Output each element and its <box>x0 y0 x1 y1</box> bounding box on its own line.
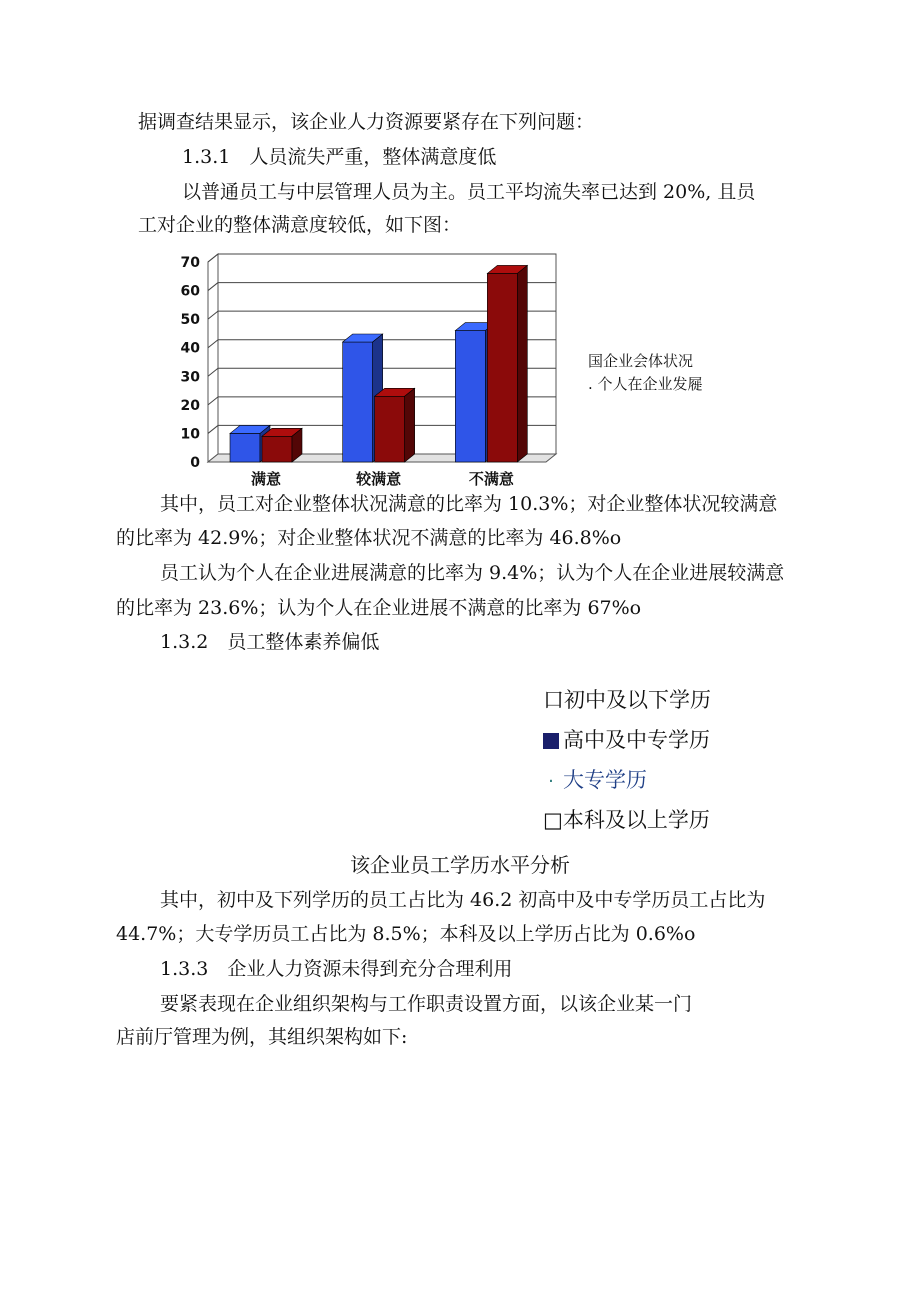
edu-legend-item-3 <box>543 766 647 794</box>
y-tick-label-20: 20 <box>180 397 200 414</box>
edu-legend-label-3: 大专学历 <box>563 768 647 792</box>
bar-side-2-1 <box>517 265 527 462</box>
satisfaction-bar-chart <box>168 250 568 490</box>
s131-paragraph-3-line-1: 员工认为个人在企业进展满意的比率为 9.4%；认为个人在企业进展较满意 <box>160 562 785 584</box>
edu-legend-label-4: 本科及以上学历 <box>562 808 710 832</box>
s132-paragraph-1-line-2: 44.7%；大专学历员工占比为 8.5%；本科及以上学历占比为 0.6%o <box>116 923 696 945</box>
s131-paragraph-1-line-1: 以普通员工与中层管理人员为主。员工平均流失率已达到 20%, 且员 <box>182 181 756 203</box>
edu-legend-item-4 <box>543 806 710 834</box>
bar-0-1 <box>262 436 292 462</box>
empty-square-icon: □ <box>543 808 563 832</box>
s132-paragraph-1-line-1: 其中，初中及下列学历的员工占比为 46.2 初高中及中专学历员工占比为 <box>160 889 766 911</box>
edu-legend-item-1 <box>543 686 711 714</box>
y-tick-label-60: 60 <box>180 283 200 300</box>
s131-paragraph-2-line-1: 其中，员工对企业整体状况满意的比率为 10.3%；对企业整体状况较满意 <box>160 493 778 515</box>
edu-chart-caption: 该企业员工学历水平分析 <box>350 853 570 877</box>
section-1-3-3-title: 1.3.3 企业人力资源未得到充分合理利用 <box>160 958 513 980</box>
dot-icon: · <box>548 771 554 792</box>
x-category-label-1: 较满意 <box>356 470 402 488</box>
x-category-label-2: 不满意 <box>468 470 514 488</box>
bar-1-0 <box>343 342 373 462</box>
edu-legend-label-1: 初中及以下学历 <box>564 688 711 712</box>
s131-paragraph-1-line-2: 工对企业的整体满意度较低，如下图： <box>138 214 462 236</box>
s131-paragraph-3-line-2: 的比率为 23.6%；认为个人在企业进展不满意的比率为 67%o <box>116 597 642 619</box>
y-tick-label-50: 50 <box>180 312 200 329</box>
chart-legend-series-1: 国企业会体状况 <box>588 352 694 370</box>
section-1-3-1-title: 1.3.1 人员流失严重，整体满意度低 <box>182 146 497 168</box>
bar-1-1 <box>375 396 405 462</box>
bar-side-1-1 <box>405 388 415 462</box>
s131-paragraph-2-line-2: 的比率为 42.9%；对企业整体状况不满意的比率为 46.8%o <box>116 527 622 549</box>
empty-square-icon: 口 <box>543 688 564 712</box>
y-tick-label-0: 0 <box>190 455 200 471</box>
bar-2-0 <box>455 331 485 462</box>
chart-left-wall <box>208 254 218 462</box>
filled-square-icon <box>543 733 559 749</box>
s133-paragraph-1-line-1: 要紧表现在企业组织架构与工作职责设置方面，以该企业某一门 <box>160 993 693 1015</box>
edu-legend-item-2 <box>543 726 710 754</box>
intro-line: 据调查结果显示，该企业人力资源要紧存在下列问题： <box>138 111 595 133</box>
section-1-3-2-title: 1.3.2 员工整体素养偏低 <box>160 631 380 653</box>
chart-legend-series-2: . 个人在企业发屣 <box>588 375 703 393</box>
bar-2-1 <box>487 273 517 462</box>
y-tick-label-70: 70 <box>180 255 200 271</box>
y-tick-label-30: 30 <box>180 369 200 386</box>
y-tick-label-10: 10 <box>180 426 200 443</box>
x-category-label-0: 满意 <box>250 470 282 488</box>
y-tick-label-40: 40 <box>180 340 200 357</box>
edu-legend-label-2: 高中及中专学历 <box>563 728 710 752</box>
s133-paragraph-1-line-2: 店前厅管理为例，其组织架构如下: <box>116 1026 408 1048</box>
bar-0-0 <box>230 433 260 462</box>
